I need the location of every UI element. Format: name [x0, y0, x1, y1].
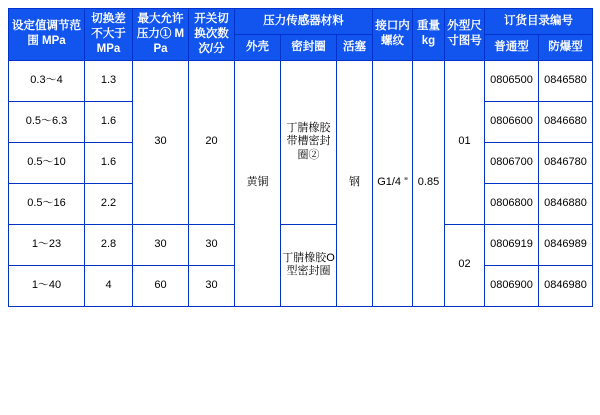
- col-thread: [373, 9, 413, 61]
- col-switch-cycles-label: 开关切换次数 次/分: [194, 13, 229, 55]
- cell-thread: G1/4 ”: [373, 60, 413, 306]
- col-catalog-no: [485, 9, 593, 35]
- cell-setting-range: 0.5～16: [9, 183, 85, 224]
- cell-drawing-group2: 02: [445, 224, 485, 306]
- specification-table: [8, 8, 593, 307]
- cell-switching-diff: 1.6: [85, 142, 133, 183]
- cell-setting-range: 0.3～4: [9, 60, 85, 101]
- col-standard-type: [485, 34, 539, 60]
- cell-catalog-explosion: 0846989: [539, 224, 593, 265]
- col-sensor-material-label: 压力传感器材料: [263, 14, 344, 27]
- cell-max-pressure-group1: 30: [133, 60, 189, 224]
- cell-switch-cycles: 30: [189, 224, 235, 265]
- cell-switching-diff: 4: [85, 265, 133, 306]
- col-weight: [413, 9, 445, 61]
- cell-switching-diff: 2.2: [85, 183, 133, 224]
- cell-catalog-standard: 0806600: [485, 101, 539, 142]
- cell-switch-cycles-group1: 20: [189, 60, 235, 224]
- col-explosion-proof-type-label: 防爆型: [548, 40, 583, 53]
- col-seal-ring-label: 密封圈: [291, 40, 326, 53]
- cell-catalog-standard: 0806800: [485, 183, 539, 224]
- cell-weight: 0.85: [413, 60, 445, 306]
- cell-seal-ring-group1: 丁腈橡胶带槽密封圈②: [281, 60, 337, 224]
- col-switching-diff-label: 切换差不大于 MPa: [91, 13, 126, 55]
- cell-catalog-standard: 0806900: [485, 265, 539, 306]
- col-max-pressure: [133, 9, 189, 61]
- cell-switching-diff: 1.3: [85, 60, 133, 101]
- col-piston: [337, 34, 373, 60]
- cell-setting-range: 0.5～10: [9, 142, 85, 183]
- cell-switch-cycles: 30: [189, 265, 235, 306]
- cell-setting-range: 1～23: [9, 224, 85, 265]
- cell-catalog-standard: 0806700: [485, 142, 539, 183]
- table-row: [9, 60, 593, 101]
- col-weight-label: 重量 kg: [417, 20, 440, 48]
- col-sensor-material: [235, 9, 373, 35]
- table-row: [9, 224, 593, 265]
- col-drawing-no-label: 外型尺寸图号: [447, 20, 482, 48]
- col-piston-label: 活塞: [343, 40, 366, 53]
- cell-catalog-explosion: 0846580: [539, 60, 593, 101]
- col-setting-range: [9, 9, 85, 61]
- cell-piston: 钢: [337, 60, 373, 306]
- cell-seal-ring-group2: 丁腈橡胶O型密封圈: [281, 224, 337, 306]
- cell-max-pressure: 30: [133, 224, 189, 265]
- col-max-pressure-label: 最大允许压力① MPa: [136, 13, 185, 55]
- cell-shell: 黄铜: [235, 60, 281, 306]
- cell-switching-diff: 1.6: [85, 101, 133, 142]
- col-switch-cycles: [189, 9, 235, 61]
- col-setting-range-label: 设定值调节范围 MPa: [12, 20, 81, 48]
- col-shell-label: 外壳: [246, 40, 269, 53]
- cell-catalog-standard: 0806919: [485, 224, 539, 265]
- col-seal-ring: [281, 34, 337, 60]
- cell-catalog-explosion: 0846680: [539, 101, 593, 142]
- cell-drawing-group1: 01: [445, 60, 485, 224]
- cell-switching-diff: 2.8: [85, 224, 133, 265]
- cell-catalog-explosion: 0846780: [539, 142, 593, 183]
- col-thread-label: 接口内螺纹: [375, 20, 410, 48]
- cell-setting-range: 0.5～6.3: [9, 101, 85, 142]
- col-explosion-proof-type: [539, 34, 593, 60]
- cell-max-pressure: 60: [133, 265, 189, 306]
- col-catalog-no-label: 订货目录编号: [504, 14, 573, 27]
- cell-catalog-standard: 0806500: [485, 60, 539, 101]
- col-drawing-no: [445, 9, 485, 61]
- header-row-1: [9, 9, 593, 35]
- cell-setting-range: 1～40: [9, 265, 85, 306]
- cell-catalog-explosion: 0846880: [539, 183, 593, 224]
- cell-catalog-explosion: 0846980: [539, 265, 593, 306]
- col-switching-diff: [85, 9, 133, 61]
- col-standard-type-label: 普通型: [494, 40, 529, 53]
- col-shell: [235, 34, 281, 60]
